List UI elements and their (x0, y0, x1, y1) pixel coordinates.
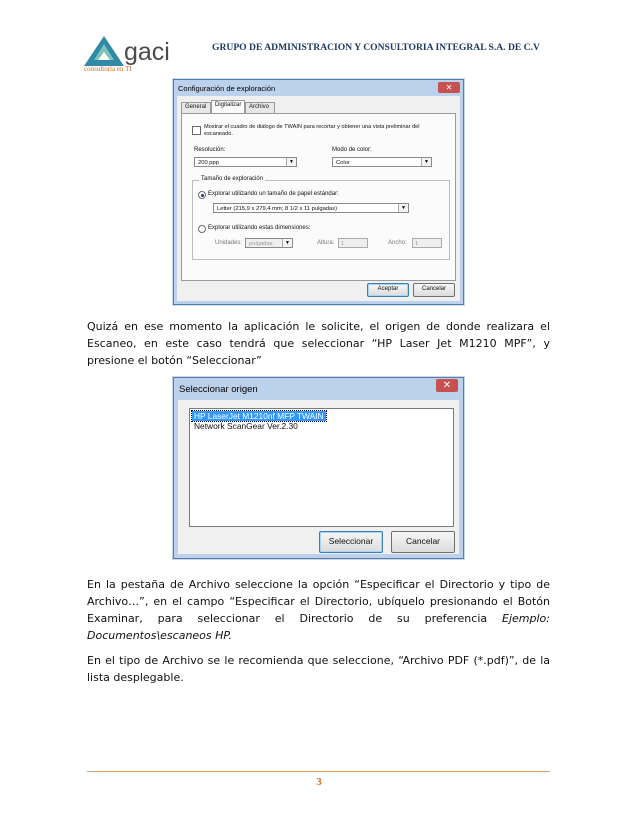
units-value: pulgadas (249, 241, 273, 247)
cancel-button[interactable]: Cancelar (391, 531, 455, 553)
footer-divider (87, 771, 550, 772)
units-select[interactable] (245, 238, 293, 248)
units-label: Unidades: (215, 240, 243, 246)
tab-digitalizar[interactable]: Digitalizar (211, 100, 245, 114)
select-button[interactable]: Seleccionar (319, 531, 383, 553)
paragraph-select-source: Quizá en ese momento la aplicación le solicite, el origen de donde realizara el Escaneo, en este caso tendrá que seleccionar “HP Laser Jet M1210 MPF”, y presione el botón “Seleccionar” (87, 320, 550, 367)
paragraph-example: Ejemplo: Documentos\escaneos HP. (87, 612, 550, 642)
header-title: GRUPO DE ADMINISTRACION Y CONSULTORIA INTEGRAL S.A. DE C.V (212, 42, 540, 53)
list-item[interactable]: HP LaserJet M1210nf MFP TWAIN (194, 411, 324, 421)
custom-size-radio[interactable] (198, 225, 206, 233)
list-item[interactable]: Network ScanGear Ver.2.30 (194, 421, 298, 431)
width-field[interactable]: 1 (412, 238, 442, 248)
twain-checkbox-label: Mostrar el cuadro de diálogo de TWAIN para recortar y obtener una vista preliminar del escaneado. (204, 124, 420, 137)
dialog-title: Seleccionar origen (179, 384, 258, 395)
chevron-down-icon: ▼ (398, 204, 408, 212)
paragraph-archivo-tab (87, 576, 550, 644)
close-icon[interactable]: ✕ (438, 82, 460, 93)
resolution-value: 200 ppp (198, 160, 219, 166)
twain-checkbox[interactable] (192, 126, 201, 135)
scan-size-group-title: Tamaño de exploración (201, 176, 264, 182)
page-number: 3 (316, 776, 322, 788)
custom-size-label: Explorar utilizando estas dimensiones: (208, 225, 311, 231)
color-mode-label: Modo de color: (332, 147, 372, 153)
height-label: Altura: (317, 240, 335, 246)
cancel-button[interactable]: Cancelar (413, 283, 455, 297)
standard-size-radio[interactable] (198, 191, 206, 199)
color-mode-select[interactable] (332, 157, 432, 167)
paper-size-select[interactable] (213, 203, 409, 213)
paragraph-text: En la pestaña de Archivo seleccione la opción “Especificar el Directorio y tipo de Archivo…”, en el campo “Especificar el Directorio, ubíquelo presionando el Botón Examinar, para seleccionar el Directorio de su preferencia (87, 578, 550, 625)
scan-size-group (192, 176, 450, 260)
resolution-select[interactable] (194, 157, 297, 167)
paragraph-file-type: En el tipo de Archivo se le recomienda que seleccione, “Archivo PDF (*.pdf)”, de la lista desplegable. (87, 654, 550, 684)
close-icon[interactable]: ✕ (436, 379, 458, 392)
chevron-down-icon: ▼ (282, 239, 292, 247)
logo-text: gaci (124, 38, 170, 66)
scan-settings-dialog (173, 79, 464, 305)
ok-button[interactable]: Aceptar (367, 283, 409, 297)
dialog-body (177, 96, 460, 301)
standard-size-label: Explorar utilizando un tamaño de papel estándar: (208, 191, 339, 197)
tab-archivo[interactable]: Archivo (245, 102, 275, 113)
tab-general[interactable]: General (181, 102, 211, 113)
dialog-body (178, 400, 459, 554)
chevron-down-icon: ▼ (286, 158, 296, 166)
dialog-title: Configuración de exploración (178, 84, 276, 93)
width-label: Ancho: (388, 240, 407, 246)
height-field[interactable]: 1 (338, 238, 368, 248)
source-list (189, 408, 454, 527)
color-mode-value: Color (336, 160, 350, 166)
logo-triangle-icon (84, 36, 124, 66)
select-source-dialog (173, 377, 464, 559)
resolution-label: Resolución: (194, 147, 226, 153)
paper-size-value: Letter (215,9 x 279,4 mm; 8 1/2 x 11 pulgadas) (217, 206, 338, 212)
tab-panel (181, 113, 456, 281)
chevron-down-icon: ▼ (421, 158, 431, 166)
logo-tagline: consultoría en TI (84, 65, 132, 73)
